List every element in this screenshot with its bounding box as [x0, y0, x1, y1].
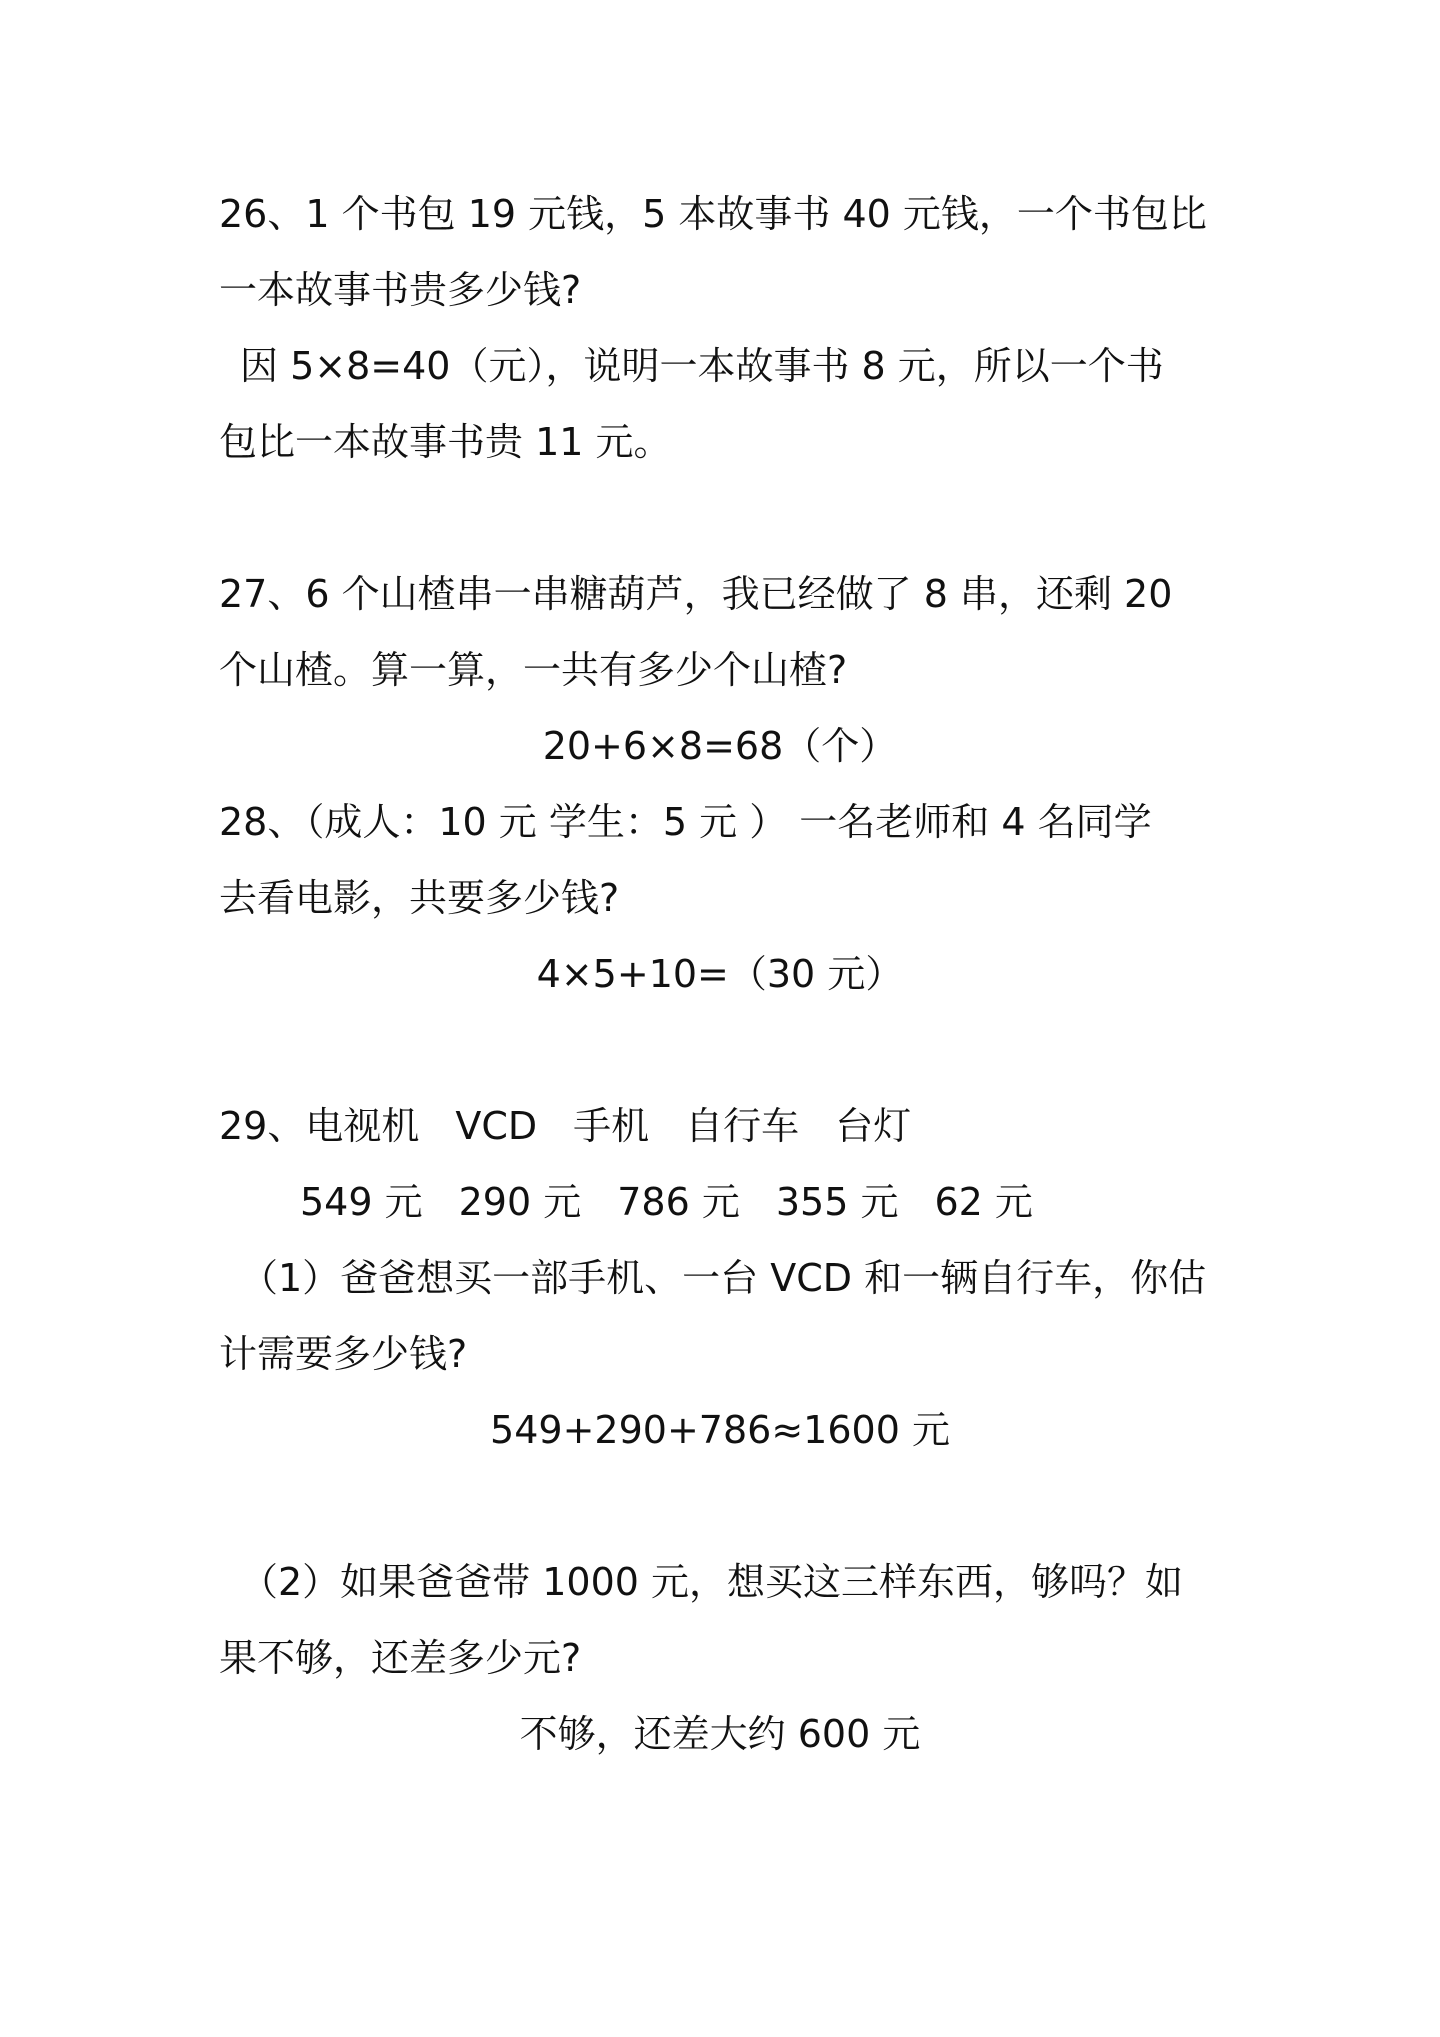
q28-answer: 4×5+10=（30 元）	[536, 952, 904, 996]
q26-question-line2: 一本故事书贵多少钱?	[219, 268, 582, 312]
q29-part2-answer: 不够，还差大约 600 元	[519, 1712, 921, 1756]
q29-price: 62 元	[934, 1180, 1033, 1224]
q29-part2-line1: （2）如果爸爸带 1000 元，想买这三样东西，够吗？如	[240, 1560, 1184, 1604]
q26-answer-line2: 包比一本故事书贵 11 元。	[219, 420, 672, 464]
q29-price: 549 元	[300, 1180, 423, 1224]
q27-question-line1: 27、6 个山楂串一串糖葫芦，我已经做了 8 串，还剩 20	[219, 572, 1173, 616]
q29-part1-line1: （1）爸爸想买一部手机、一台 VCD 和一辆自行车，你估	[240, 1256, 1207, 1300]
q29-part1-answer: 549+290+786≈1600 元	[490, 1408, 950, 1452]
q26-answer-line1: 因 5×8=40（元），说明一本故事书 8 元，所以一个书	[240, 344, 1164, 388]
q27-answer: 20+6×8=68（个）	[542, 724, 898, 768]
q29-item: 自行车	[685, 1104, 800, 1148]
q29-item: 手机	[573, 1104, 650, 1148]
q29-price: 786 元	[617, 1180, 740, 1224]
q29-part2-line2: 果不够，还差多少元?	[219, 1636, 582, 1680]
q26-question-line1: 26、1 个书包 19 元钱，5 本故事书 40 元钱，一个书包比	[219, 192, 1207, 236]
q29-items-row	[219, 1088, 1229, 1164]
q29-price: 355 元	[775, 1180, 899, 1224]
q28-question-line2: 去看电影，共要多少钱?	[219, 876, 620, 920]
q29-item: 29、电视机	[219, 1104, 420, 1148]
q27-question-line2: 个山楂。算一算，一共有多少个山楂?	[219, 648, 848, 692]
q29-item: VCD	[455, 1104, 538, 1148]
q29-part1-line2: 计需要多少钱?	[219, 1332, 468, 1376]
q28-question-line1: 28、（成人：10 元 学生：5 元 ） 一名老师和 4 名同学	[219, 800, 1152, 844]
q29-prices-row	[300, 1164, 1310, 1240]
q29-item: 台灯	[835, 1104, 912, 1148]
q29-price: 290 元	[458, 1180, 582, 1224]
